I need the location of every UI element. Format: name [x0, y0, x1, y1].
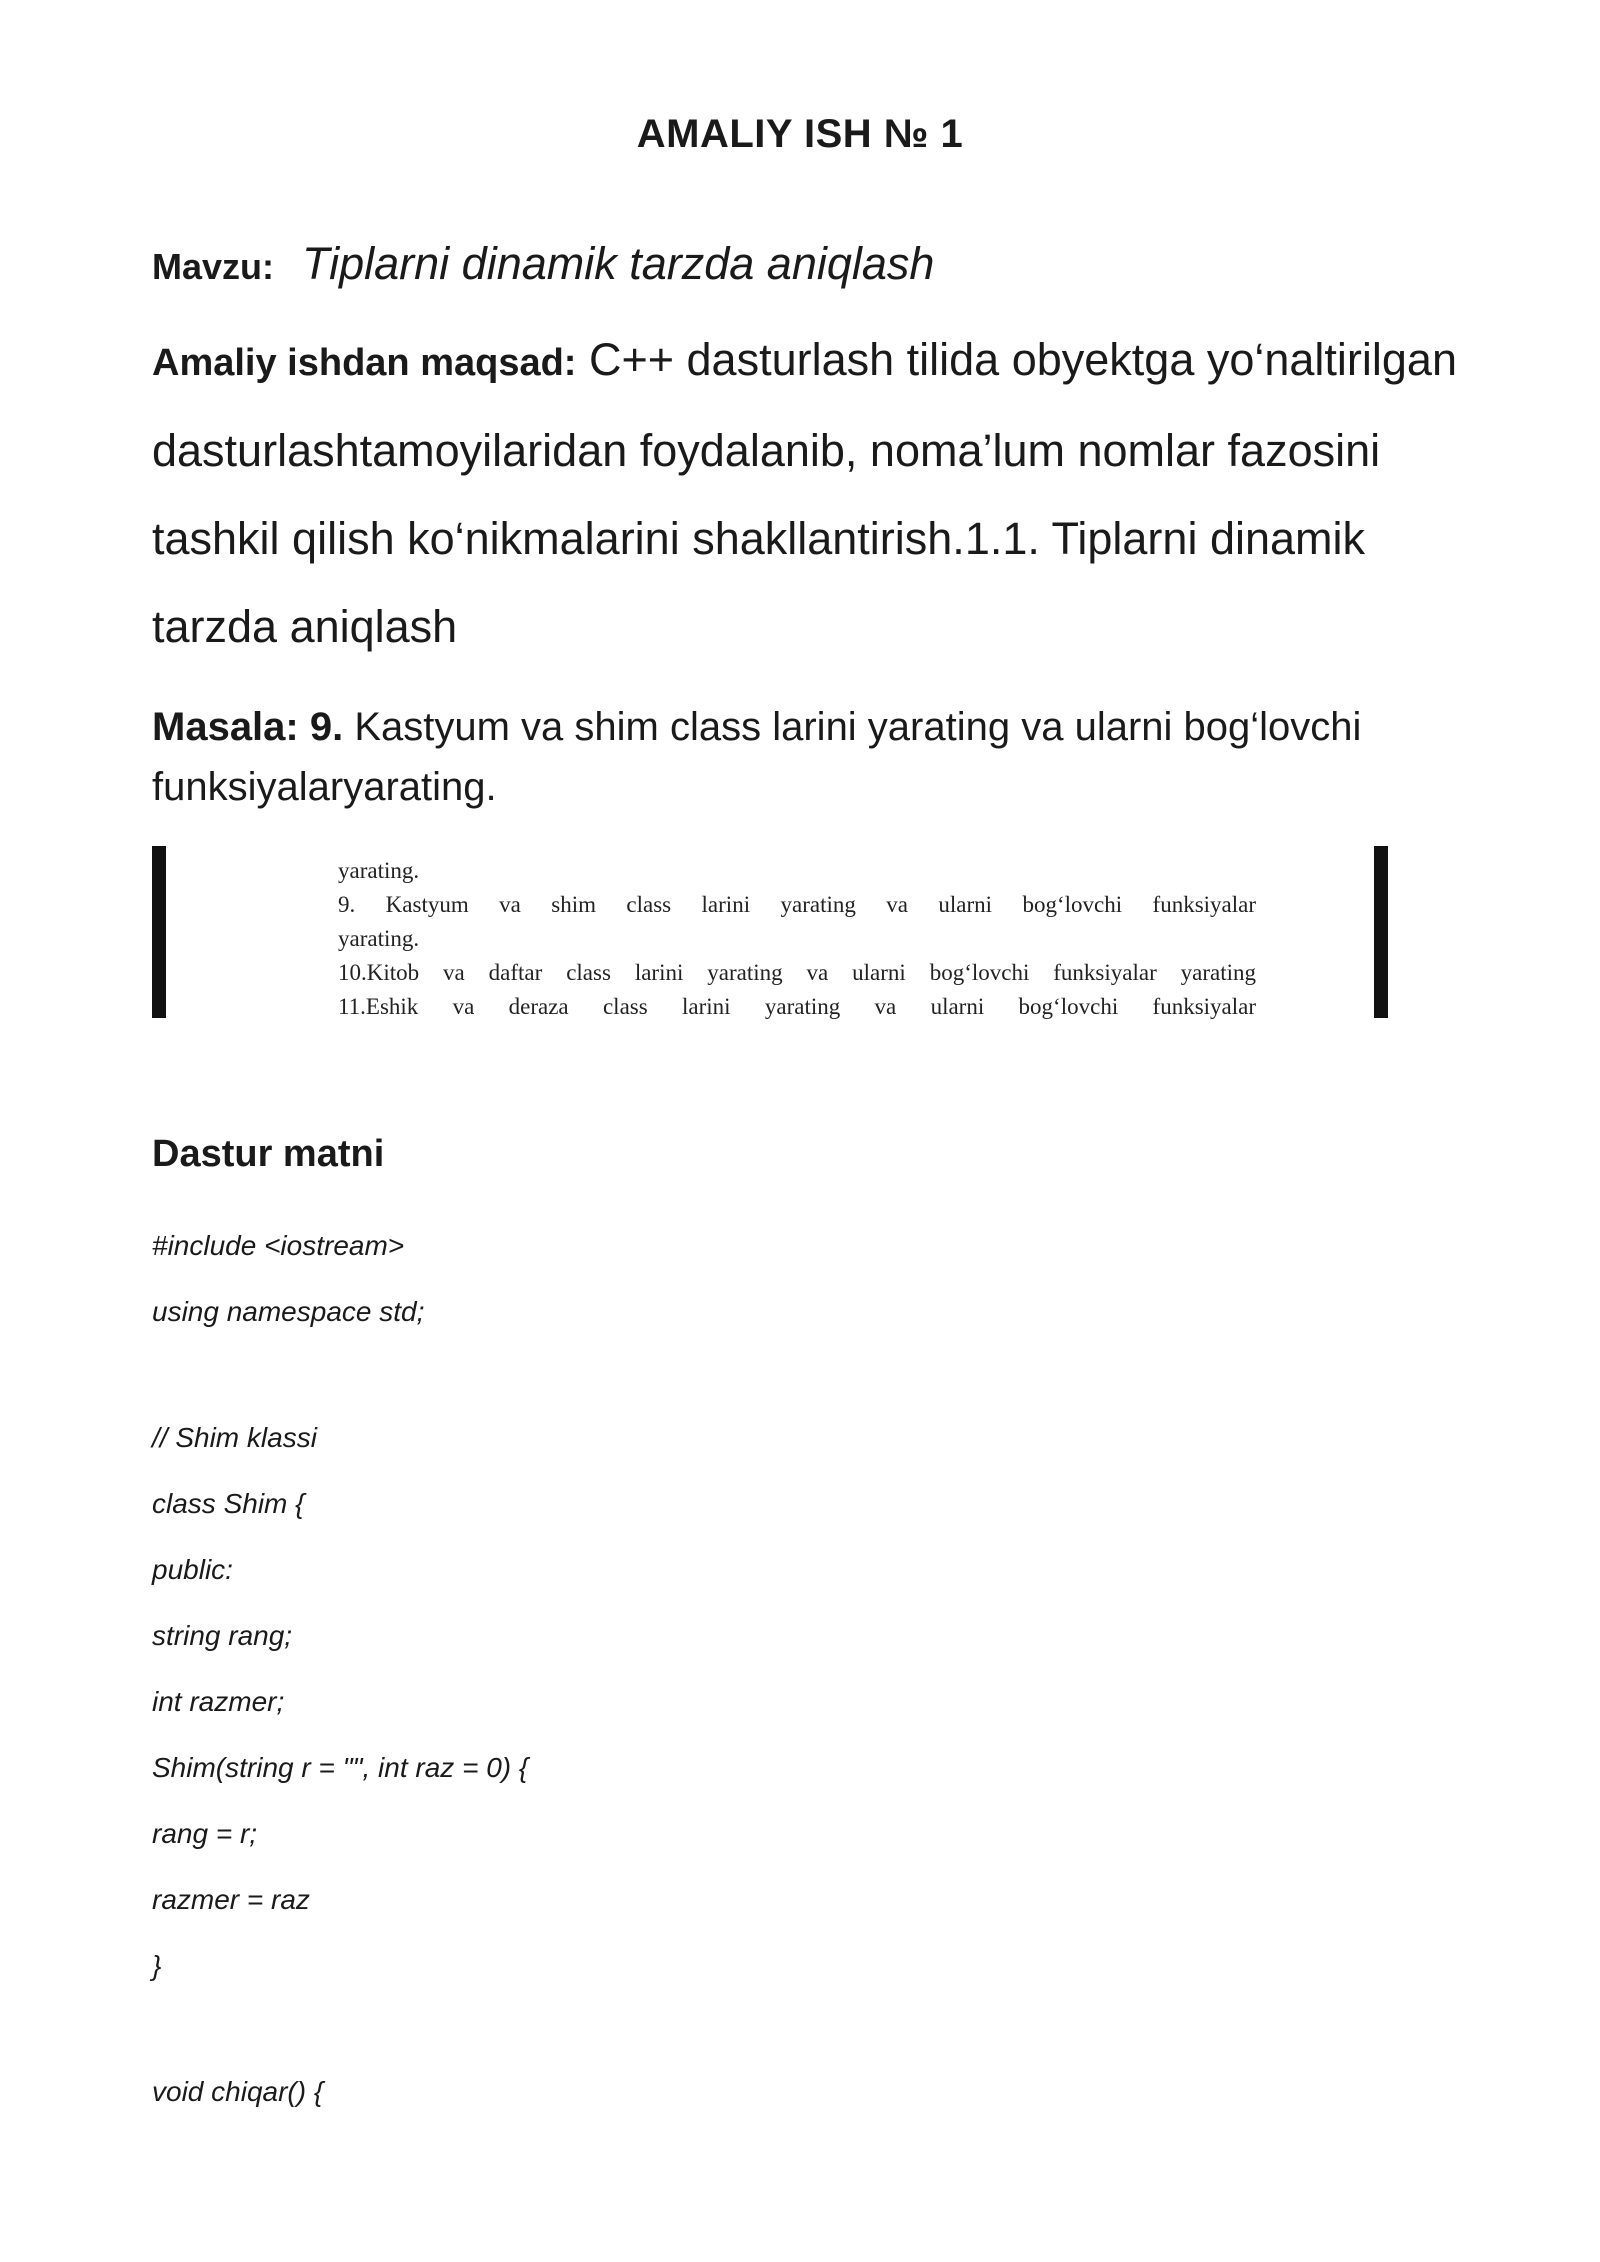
- topic-label: Mavzu:: [152, 246, 275, 287]
- excerpt-line: yarating.: [338, 858, 420, 883]
- page-title: AMALIY ISH № 1: [636, 112, 964, 156]
- code-line: #include <iostream>: [152, 1230, 405, 1261]
- code-heading: Dastur matni: [152, 1133, 385, 1175]
- code-line: using namespace std;: [152, 1296, 425, 1327]
- task-paragraph: [152, 697, 1472, 817]
- goal-text: C++ dasturlash tilida obyektga yo‘naltirilgan dasturlashtamoyilaridan foydalanib, noma’lum nomlar fazosini tashkil qilish ko‘nikmalarini shakllantirish.1.1. Tiplarni dinamik tarzda aniqlash: [152, 334, 1457, 652]
- topic-value: Tiplarni dinamik tarzda aniqlash: [302, 238, 935, 289]
- excerpt-line: 11.Eshik va deraza class larini yarating va ularni bog‘lovchi funksiyalar: [338, 994, 1256, 1019]
- code-line: public:: [152, 1554, 233, 1585]
- task-text: Kastyum va shim class larini yarating va ularni bog‘lovchi funksiyalaryarating.: [152, 705, 1362, 809]
- code-line: class Shim {: [152, 1488, 305, 1519]
- code-line: // Shim klassi: [152, 1422, 317, 1453]
- excerpt-line: yarating.: [338, 926, 420, 951]
- code-line: void chiqar() {: [152, 2076, 324, 2107]
- topic-line: [152, 238, 934, 290]
- excerpt-line: 10.Kitob va daftar class larini yarating va ularni bog‘lovchi funksiyalar yarating: [338, 960, 1256, 985]
- code-line: [152, 2012, 1252, 2072]
- excerpt-left-bar: [152, 846, 166, 1018]
- excerpt-text: [338, 854, 1256, 1024]
- goal-label: Amaliy ishdan maqsad:: [152, 342, 577, 384]
- code-line: razmer = raz: [152, 1884, 310, 1915]
- excerpt-right-bar: [1374, 846, 1388, 1018]
- code-line: Shim(string r = "", int raz = 0) {: [152, 1752, 529, 1783]
- excerpt-line: 9. Kastyum va shim class larini yarating va ularni bog‘lovchi funksiyalar: [338, 892, 1256, 917]
- code-line: int razmer;: [152, 1686, 285, 1717]
- excerpt-image: [152, 846, 1388, 1018]
- code-line: string rang;: [152, 1620, 293, 1651]
- task-label: Masala: 9.: [152, 705, 344, 749]
- code-line: [152, 1358, 1252, 1418]
- code-line: rang = r;: [152, 1818, 258, 1849]
- goal-paragraph: [152, 316, 1472, 671]
- code-line: }: [152, 1950, 162, 1981]
- code-block: [152, 1226, 1252, 2138]
